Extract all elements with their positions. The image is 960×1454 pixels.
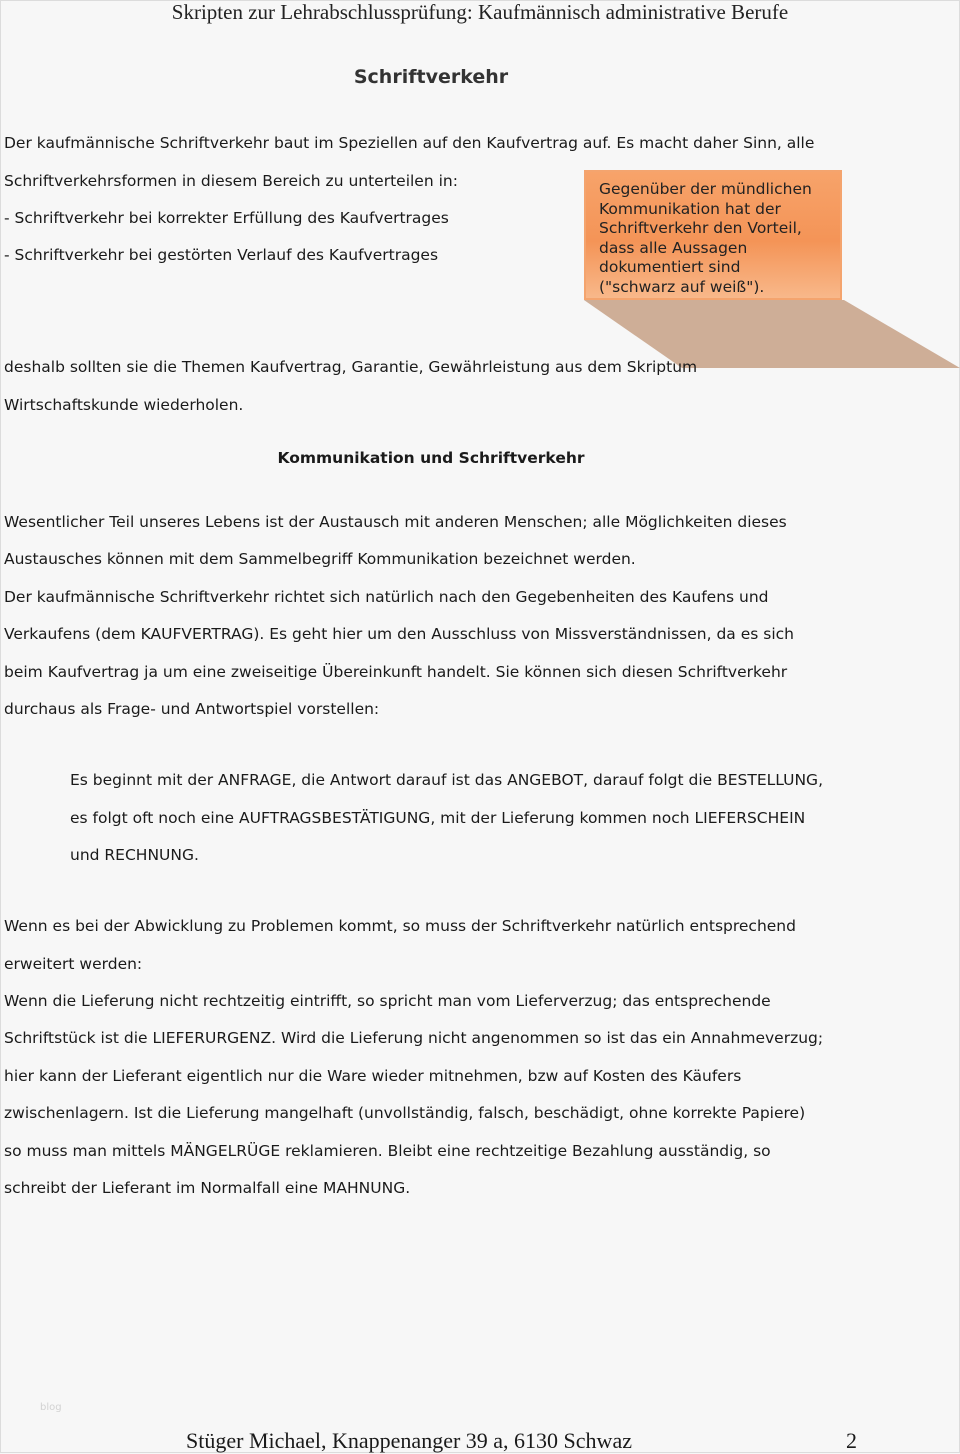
paragraph-line: durchaus als Frage- und Antwortspiel vorstellen:: [4, 700, 380, 718]
paragraph-line: deshalb sollten sie die Themen Kaufvertrag, Garantie, Gewährleistung aus dem Skriptum: [4, 358, 698, 376]
paragraph-line: Wirtschaftskunde wiederholen.: [4, 396, 244, 414]
callout-text: Gegenüber der mündlichen Kommunikation hat der Schriftverkehr den Vorteil, dass alle Aussagen dokumentiert sind ("schwarz auf weiß").: [599, 180, 812, 296]
paragraph-line: schreibt der Lieferant im Normalfall eine MAHNUNG.: [4, 1179, 411, 1197]
paragraph-line: hier kann der Lieferant eigentlich nur die Ware wieder mitnehmen, bzw auf Kosten des Käufers: [4, 1067, 742, 1085]
page-number: 2: [846, 1428, 857, 1453]
paragraph-line: Der kaufmännische Schriftverkehr richtet sich natürlich nach den Gegebenheiten des Kaufens und: [4, 588, 769, 606]
indented-line: und RECHNUNG.: [70, 846, 199, 864]
paragraph-line: Schriftstück ist die LIEFERURGENZ. Wird die Lieferung nicht angenommen so ist das ein Annahmeverzug;: [4, 1029, 824, 1047]
paragraph-line: Verkaufens (dem KAUFVERTRAG). Es geht hier um den Ausschluss von Missverständnissen, da es sich: [4, 625, 794, 643]
paragraph-line: Austausches können mit dem Sammelbegriff Kommunikation bezeichnet werden.: [4, 550, 636, 568]
intro-line: - Schriftverkehr bei korrekter Erfüllung des Kaufvertrages: [4, 209, 449, 227]
running-header: Skripten zur Lehrabschlussprüfung: Kaufmännisch administrative Berufe: [171, 0, 789, 24]
section-heading: Kommunikation und Schriftverkehr: [277, 449, 585, 467]
footer-author: Stüger Michael, Knappenanger 39 a, 6130 Schwaz: [186, 1428, 632, 1453]
paragraph-line: Wesentlicher Teil unseres Lebens ist der Austausch mit anderen Menschen; alle Möglichkeiten dieses: [4, 513, 787, 531]
intro-line: Der kaufmännische Schriftverkehr baut im Speziellen auf den Kaufvertrag auf. Es macht daher Sinn, alle: [4, 134, 815, 152]
callout-box: [584, 170, 842, 300]
indented-line: Es beginnt mit der ANFRAGE, die Antwort darauf ist das ANGEBOT, darauf folgt die BESTELLUNG,: [70, 771, 823, 789]
indented-line: es folgt oft noch eine AUFTRAGSBESTÄTIGUNG, mit der Lieferung kommen noch LIEFERSCHEIN: [70, 809, 806, 827]
paragraph-line: Wenn die Lieferung nicht rechtzeitig eintrifft, so spricht man vom Lieferverzug; das entsprechende: [4, 992, 771, 1010]
paragraph-line: erweitert werden:: [4, 955, 143, 973]
paragraph-line: beim Kaufvertrag ja um eine zweiseitige Übereinkunft handelt. Sie können sich diesen Schriftverkehr: [4, 663, 788, 681]
intro-line: Schriftverkehrsformen in diesem Bereich zu unterteilen in:: [4, 172, 458, 190]
paragraph-line: Wenn es bei der Abwicklung zu Problemen kommt, so muss der Schriftverkehr natürlich entsprechend: [4, 917, 796, 935]
intro-line: - Schriftverkehr bei gestörten Verlauf des Kaufvertrages: [4, 246, 439, 264]
paragraph-line: so muss man mittels MÄNGELRÜGE reklamieren. Bleibt eine rechtzeitige Bezahlung ausständig, so: [4, 1142, 771, 1160]
paragraph-line: zwischenlagern. Ist die Lieferung mangelhaft (unvollständig, falsch, beschädigt, ohne korrekte Papiere): [4, 1104, 806, 1122]
watermark: blog: [40, 1402, 62, 1413]
page-title: Schriftverkehr: [353, 66, 509, 88]
